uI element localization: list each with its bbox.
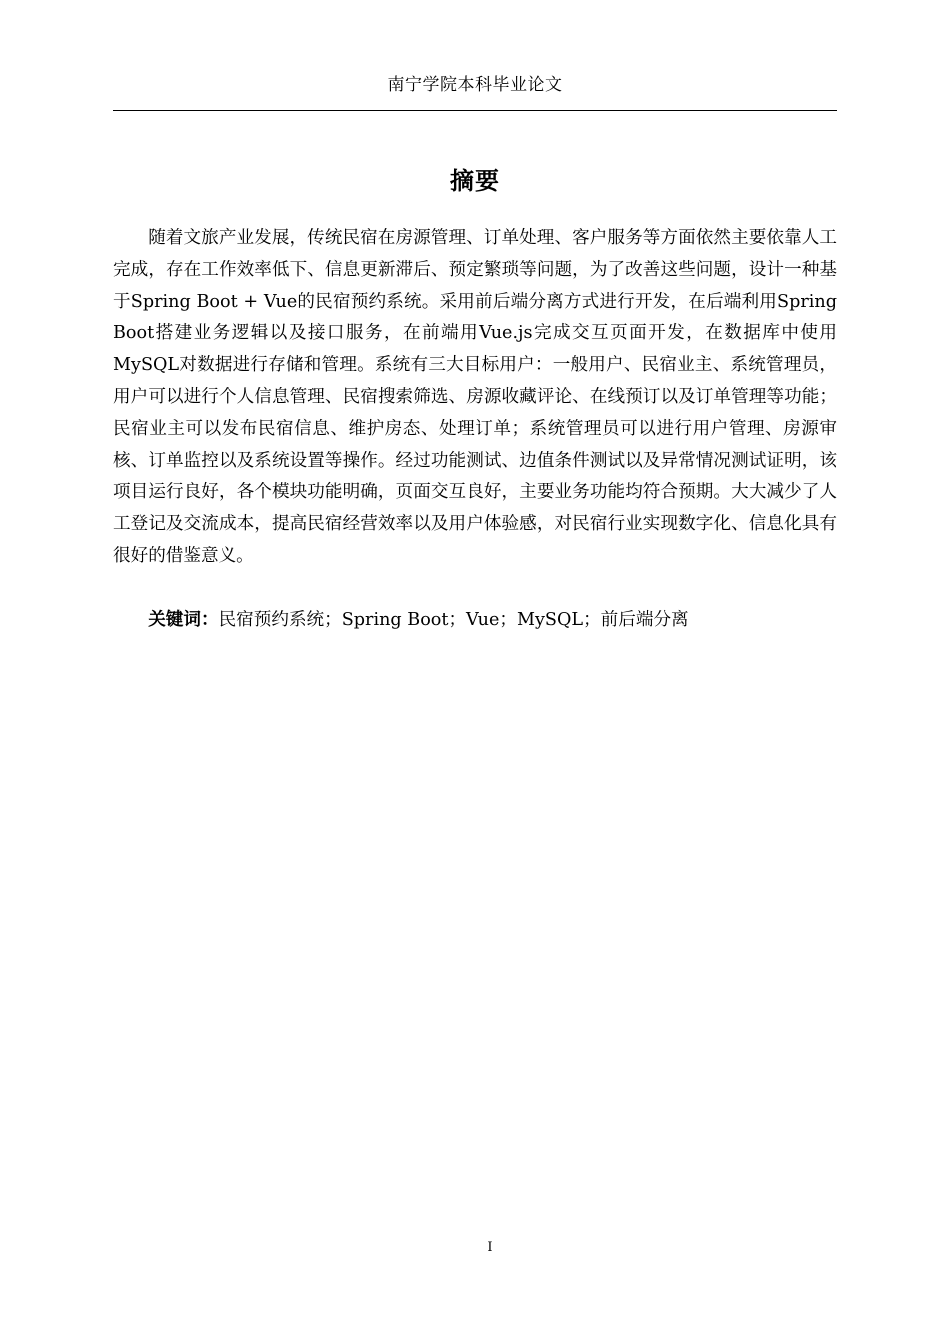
abstract-title: 摘要 [450, 166, 500, 195]
header-divider [113, 110, 837, 111]
page-number: I [487, 1240, 493, 1255]
keywords-text: 民宿预约系统；Spring Boot；Vue；MySQL；前后端分离 [218, 610, 689, 630]
keywords-line [113, 604, 837, 637]
abstract-body: 随着文旅产业发展，传统民宿在房源管理、订单处理、客户服务等方面依然主要依靠人工完成，存在工作效率低下、信息更新滞后、预定繁琐等问题，为了改善这些问题，设计一种基于Spring Boot + Vue的民宿预约系统。采用前后端分离方式进行开发，在后端利用Spring Boot搭建业务逻辑以及接口服务，在前端用Vue.js完成交互页面开发，在数据库中使用MySQL对数据进行存储和管理。系统有三大目标用户：一般用户、民宿业主、系统管理员，用户可以进行个人信息管理、民宿搜索筛选、房源收藏评论、在线预订以及订单管理等功能；民宿业主可以发布民宿信息、维护房态、处理订单；系统管理员可以进行用户管理、房源审核、订单监控以及系统设置等操作。经过功能测试、边值条件测试以及异常情况测试证明，该项目运行良好，各个模块功能明确，页面交互良好，主要业务功能均符合预期。大大减少了人工登记及交流成本，提高民宿经营效率以及用户体验感，对民宿行业实现数字化、信息化具有很好的借鉴意义。 [113, 228, 837, 566]
keywords-label: 关键词： [148, 609, 219, 630]
running-header: 南宁学院本科毕业论文 [387, 75, 563, 95]
